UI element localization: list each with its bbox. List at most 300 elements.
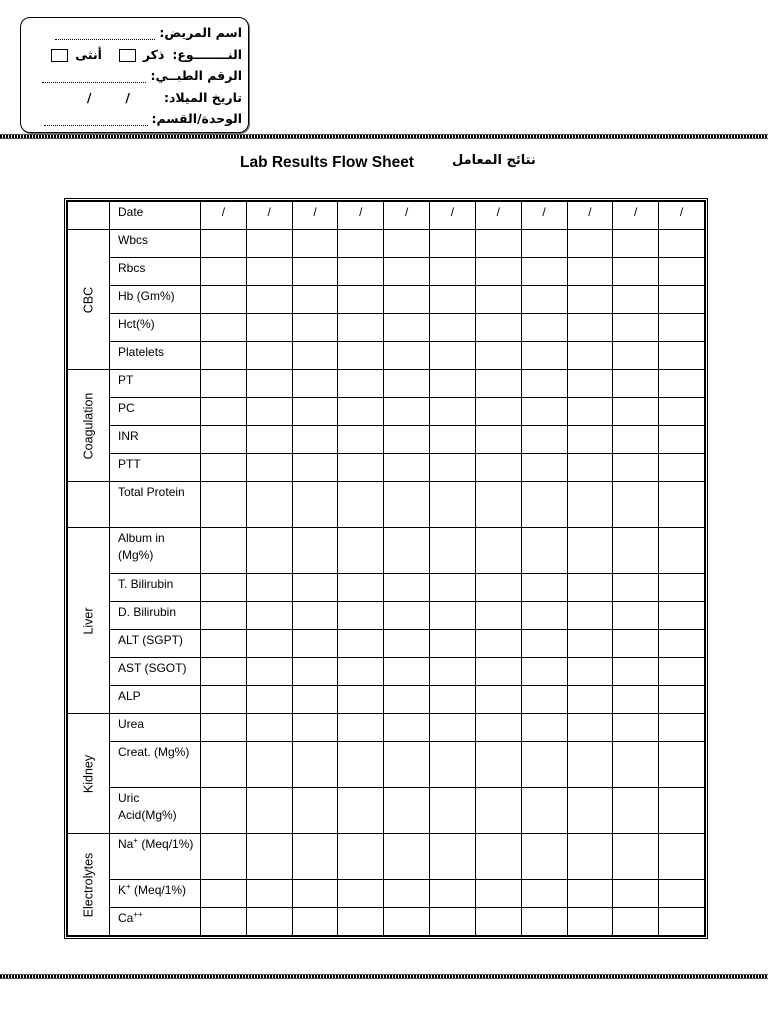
- result-cell[interactable]: [613, 342, 659, 370]
- test-name: Urea: [110, 714, 201, 742]
- result-cell[interactable]: [613, 230, 659, 258]
- date-input-cell[interactable]: /: [384, 202, 430, 230]
- result-cell[interactable]: [246, 834, 292, 880]
- result-cell[interactable]: [567, 398, 613, 426]
- result-cell[interactable]: [567, 528, 613, 574]
- result-cell[interactable]: [384, 314, 430, 342]
- result-cell[interactable]: [338, 370, 384, 398]
- result-cell[interactable]: [201, 686, 247, 714]
- date-row: [68, 202, 705, 230]
- result-cell[interactable]: [292, 454, 338, 482]
- result-cell[interactable]: [384, 426, 430, 454]
- test-name: T. Bilirubin: [110, 574, 201, 602]
- dob-slash-1: /: [125, 89, 130, 105]
- result-cell[interactable]: [338, 454, 384, 482]
- result-cell[interactable]: [659, 908, 705, 936]
- test-row: [68, 602, 705, 630]
- result-cell[interactable]: [521, 834, 567, 880]
- top-divider: [0, 134, 768, 139]
- result-cell[interactable]: [246, 602, 292, 630]
- result-cell[interactable]: [201, 630, 247, 658]
- result-cell[interactable]: [430, 574, 476, 602]
- result-cell[interactable]: [567, 286, 613, 314]
- result-cell[interactable]: [613, 908, 659, 936]
- result-cell[interactable]: [292, 908, 338, 936]
- result-cell[interactable]: [567, 714, 613, 742]
- result-cell[interactable]: [475, 370, 521, 398]
- result-cell[interactable]: [338, 528, 384, 574]
- result-cell[interactable]: [246, 686, 292, 714]
- result-cell[interactable]: [567, 908, 613, 936]
- result-cell[interactable]: [475, 834, 521, 880]
- result-cell[interactable]: [430, 714, 476, 742]
- patient-info-box: [20, 17, 249, 133]
- result-cell[interactable]: [430, 230, 476, 258]
- result-cell[interactable]: [475, 742, 521, 788]
- date-input-cell[interactable]: /: [430, 202, 476, 230]
- test-row: [68, 686, 705, 714]
- result-cell[interactable]: [613, 742, 659, 788]
- result-cell[interactable]: [475, 788, 521, 834]
- result-cell[interactable]: [475, 286, 521, 314]
- result-cell[interactable]: [201, 426, 247, 454]
- test-row: [68, 314, 705, 342]
- result-cell[interactable]: [246, 426, 292, 454]
- result-cell[interactable]: [338, 230, 384, 258]
- result-cell[interactable]: [338, 426, 384, 454]
- result-cell[interactable]: [430, 398, 476, 426]
- result-cell[interactable]: [475, 658, 521, 686]
- result-cell[interactable]: [613, 426, 659, 454]
- patient-name-field[interactable]: [55, 28, 155, 40]
- test-row: [68, 908, 705, 936]
- test-name: Rbcs: [110, 258, 201, 286]
- result-cell[interactable]: [384, 398, 430, 426]
- result-cell[interactable]: [475, 714, 521, 742]
- result-cell[interactable]: [338, 286, 384, 314]
- result-cell[interactable]: [521, 482, 567, 528]
- gender-label: النــــــــوع:: [172, 46, 242, 62]
- result-cell[interactable]: [246, 908, 292, 936]
- result-cell[interactable]: [567, 230, 613, 258]
- result-cell[interactable]: [521, 880, 567, 908]
- result-cell[interactable]: [384, 454, 430, 482]
- result-cell[interactable]: [475, 880, 521, 908]
- test-name: Na+ (Meq/1%): [110, 834, 201, 880]
- date-input-cell[interactable]: /: [521, 202, 567, 230]
- male-checkbox[interactable]: [119, 49, 136, 62]
- result-cell[interactable]: [338, 314, 384, 342]
- result-cell[interactable]: [567, 426, 613, 454]
- dob-field[interactable]: [53, 87, 130, 108]
- result-cell[interactable]: [201, 834, 247, 880]
- unit-field[interactable]: [44, 114, 148, 126]
- result-cell[interactable]: [292, 398, 338, 426]
- test-name: Uric Acid(Mg%): [110, 788, 201, 834]
- result-cell[interactable]: [659, 482, 705, 528]
- result-cell[interactable]: [567, 370, 613, 398]
- result-cell[interactable]: [430, 658, 476, 686]
- result-cell[interactable]: [201, 454, 247, 482]
- result-cell[interactable]: [613, 258, 659, 286]
- result-cell[interactable]: [292, 630, 338, 658]
- result-cell[interactable]: [659, 258, 705, 286]
- result-cell[interactable]: [201, 908, 247, 936]
- result-cell[interactable]: [475, 528, 521, 574]
- corner-cell: [68, 202, 110, 230]
- result-cell[interactable]: [521, 398, 567, 426]
- result-cell[interactable]: [521, 230, 567, 258]
- result-cell[interactable]: [338, 788, 384, 834]
- result-cell[interactable]: [292, 658, 338, 686]
- result-cell[interactable]: [613, 528, 659, 574]
- title-arabic: نتائج المعامل: [452, 153, 536, 168]
- result-cell[interactable]: [475, 630, 521, 658]
- result-cell[interactable]: [246, 528, 292, 574]
- result-cell[interactable]: [475, 574, 521, 602]
- result-cell[interactable]: [201, 658, 247, 686]
- result-cell[interactable]: [338, 482, 384, 528]
- test-row: [68, 398, 705, 426]
- result-cell[interactable]: [475, 454, 521, 482]
- result-cell[interactable]: [613, 788, 659, 834]
- result-cell[interactable]: [201, 230, 247, 258]
- test-row: [68, 788, 705, 834]
- result-cell[interactable]: [384, 880, 430, 908]
- result-cell[interactable]: [475, 342, 521, 370]
- test-name: Album in (Mg%): [110, 528, 201, 574]
- result-cell[interactable]: [475, 258, 521, 286]
- result-cell[interactable]: [338, 258, 384, 286]
- result-cell[interactable]: [201, 258, 247, 286]
- result-cell[interactable]: [567, 880, 613, 908]
- result-cell[interactable]: [384, 482, 430, 528]
- result-cell[interactable]: [659, 230, 705, 258]
- result-cell[interactable]: [659, 314, 705, 342]
- result-cell[interactable]: [338, 630, 384, 658]
- result-cell[interactable]: [521, 286, 567, 314]
- test-row: [68, 286, 705, 314]
- result-cell[interactable]: [338, 658, 384, 686]
- result-cell[interactable]: [430, 686, 476, 714]
- result-cell[interactable]: [292, 528, 338, 574]
- result-cell[interactable]: [384, 230, 430, 258]
- result-cell[interactable]: [338, 714, 384, 742]
- test-row: [68, 880, 705, 908]
- patient-name-row[interactable]: [27, 22, 242, 44]
- dob-row[interactable]: [27, 87, 242, 109]
- result-cell[interactable]: [567, 342, 613, 370]
- result-cell[interactable]: [246, 314, 292, 342]
- date-input-cell[interactable]: /: [613, 202, 659, 230]
- result-cell[interactable]: [613, 714, 659, 742]
- date-input-cell[interactable]: /: [201, 202, 247, 230]
- result-cell[interactable]: [521, 602, 567, 630]
- category-cell: [68, 834, 110, 936]
- test-name: PTT: [110, 454, 201, 482]
- result-cell[interactable]: [246, 658, 292, 686]
- result-cell[interactable]: [338, 602, 384, 630]
- result-cell[interactable]: [521, 370, 567, 398]
- result-cell[interactable]: [338, 834, 384, 880]
- result-cell[interactable]: [567, 482, 613, 528]
- result-cell[interactable]: [201, 574, 247, 602]
- result-cell[interactable]: [246, 630, 292, 658]
- date-input-cell[interactable]: /: [567, 202, 613, 230]
- bottom-divider: [0, 974, 768, 979]
- result-cell[interactable]: [567, 258, 613, 286]
- result-cell[interactable]: [292, 602, 338, 630]
- result-cell[interactable]: [659, 370, 705, 398]
- result-cell[interactable]: [246, 230, 292, 258]
- result-cell[interactable]: [246, 454, 292, 482]
- test-row: [68, 454, 705, 482]
- result-cell[interactable]: [659, 880, 705, 908]
- result-cell[interactable]: [430, 602, 476, 630]
- category-label: CBC: [81, 286, 95, 313]
- result-cell[interactable]: [292, 286, 338, 314]
- result-cell[interactable]: [521, 908, 567, 936]
- gender-row: [27, 44, 242, 66]
- result-cell[interactable]: [567, 602, 613, 630]
- date-input-cell[interactable]: /: [475, 202, 521, 230]
- result-cell[interactable]: [613, 482, 659, 528]
- result-cell[interactable]: [384, 370, 430, 398]
- result-cell[interactable]: [384, 742, 430, 788]
- result-cell[interactable]: [201, 482, 247, 528]
- mrn-row[interactable]: [27, 65, 242, 87]
- result-cell[interactable]: [659, 630, 705, 658]
- result-cell[interactable]: [475, 908, 521, 936]
- result-cell[interactable]: [292, 686, 338, 714]
- result-cell[interactable]: [521, 258, 567, 286]
- result-cell[interactable]: [430, 908, 476, 936]
- result-cell[interactable]: [430, 426, 476, 454]
- result-cell[interactable]: [201, 528, 247, 574]
- result-cell[interactable]: [430, 630, 476, 658]
- result-cell[interactable]: [430, 286, 476, 314]
- result-cell[interactable]: [384, 342, 430, 370]
- result-cell[interactable]: [430, 788, 476, 834]
- result-cell[interactable]: [338, 880, 384, 908]
- result-cell[interactable]: [659, 528, 705, 574]
- result-cell[interactable]: [384, 788, 430, 834]
- date-input-cell[interactable]: /: [659, 202, 705, 230]
- date-input-cell[interactable]: /: [292, 202, 338, 230]
- test-name: PT: [110, 370, 201, 398]
- result-cell[interactable]: [659, 686, 705, 714]
- result-cell[interactable]: [521, 574, 567, 602]
- result-cell[interactable]: [246, 398, 292, 426]
- result-cell[interactable]: [292, 342, 338, 370]
- result-cell[interactable]: [613, 370, 659, 398]
- result-cell[interactable]: [292, 314, 338, 342]
- result-cell[interactable]: [292, 880, 338, 908]
- result-cell[interactable]: [384, 686, 430, 714]
- result-cell[interactable]: [567, 454, 613, 482]
- result-cell[interactable]: [567, 658, 613, 686]
- result-cell[interactable]: [613, 454, 659, 482]
- result-cell[interactable]: [292, 714, 338, 742]
- result-cell[interactable]: [384, 528, 430, 574]
- mrn-field[interactable]: [42, 71, 146, 83]
- result-cell[interactable]: [430, 454, 476, 482]
- result-cell[interactable]: [201, 880, 247, 908]
- result-cell[interactable]: [292, 834, 338, 880]
- result-cell[interactable]: [246, 742, 292, 788]
- category-cell: [68, 370, 110, 482]
- result-cell[interactable]: [201, 602, 247, 630]
- result-cell[interactable]: [292, 788, 338, 834]
- result-cell[interactable]: [613, 630, 659, 658]
- result-cell[interactable]: [430, 314, 476, 342]
- result-cell[interactable]: [613, 574, 659, 602]
- result-cell[interactable]: [338, 342, 384, 370]
- result-cell[interactable]: [659, 286, 705, 314]
- result-cell[interactable]: [521, 742, 567, 788]
- mrn-label: الرقم الطبــي:: [150, 68, 242, 83]
- result-cell[interactable]: [201, 714, 247, 742]
- result-cell[interactable]: [292, 742, 338, 788]
- result-cell[interactable]: [338, 398, 384, 426]
- result-cell[interactable]: [201, 742, 247, 788]
- result-cell[interactable]: [430, 482, 476, 528]
- result-cell[interactable]: [430, 370, 476, 398]
- result-cell[interactable]: [659, 398, 705, 426]
- result-cell[interactable]: [430, 528, 476, 574]
- result-cell[interactable]: [292, 230, 338, 258]
- result-cell[interactable]: [659, 426, 705, 454]
- result-cell[interactable]: [292, 426, 338, 454]
- result-cell[interactable]: [659, 714, 705, 742]
- result-cell[interactable]: [292, 574, 338, 602]
- result-cell[interactable]: [659, 454, 705, 482]
- result-cell[interactable]: [567, 834, 613, 880]
- result-cell[interactable]: [246, 714, 292, 742]
- result-cell[interactable]: [521, 788, 567, 834]
- title-english: Lab Results Flow Sheet: [240, 154, 414, 171]
- result-cell[interactable]: [338, 908, 384, 936]
- result-cell[interactable]: [384, 574, 430, 602]
- result-cell[interactable]: [475, 426, 521, 454]
- result-cell[interactable]: [384, 908, 430, 936]
- result-cell[interactable]: [475, 686, 521, 714]
- result-cell[interactable]: [292, 482, 338, 528]
- result-cell[interactable]: [384, 658, 430, 686]
- result-cell[interactable]: [659, 788, 705, 834]
- result-cell[interactable]: [246, 286, 292, 314]
- result-cell[interactable]: [521, 686, 567, 714]
- result-cell[interactable]: [613, 880, 659, 908]
- test-row: [68, 658, 705, 686]
- result-cell[interactable]: [384, 258, 430, 286]
- date-input-cell[interactable]: /: [338, 202, 384, 230]
- result-cell[interactable]: [246, 482, 292, 528]
- result-cell[interactable]: [292, 258, 338, 286]
- result-cell[interactable]: [613, 314, 659, 342]
- result-cell[interactable]: [521, 426, 567, 454]
- result-cell[interactable]: [613, 602, 659, 630]
- result-cell[interactable]: [521, 314, 567, 342]
- test-name: Wbcs: [110, 230, 201, 258]
- result-cell[interactable]: [521, 528, 567, 574]
- result-cell[interactable]: [567, 630, 613, 658]
- dob-label: تاريخ الميلاد:: [163, 89, 242, 105]
- test-row: [68, 528, 705, 574]
- result-cell[interactable]: [246, 258, 292, 286]
- result-cell[interactable]: [521, 714, 567, 742]
- result-cell[interactable]: [521, 658, 567, 686]
- result-cell[interactable]: [430, 834, 476, 880]
- result-cell[interactable]: [246, 788, 292, 834]
- result-cell[interactable]: [201, 370, 247, 398]
- result-cell[interactable]: [567, 742, 613, 788]
- result-cell[interactable]: [659, 834, 705, 880]
- result-cell[interactable]: [292, 370, 338, 398]
- result-cell[interactable]: [521, 454, 567, 482]
- result-cell[interactable]: [659, 602, 705, 630]
- female-checkbox[interactable]: [51, 49, 68, 62]
- result-cell[interactable]: [384, 602, 430, 630]
- result-cell[interactable]: [430, 742, 476, 788]
- result-cell[interactable]: [659, 574, 705, 602]
- result-cell[interactable]: [430, 342, 476, 370]
- result-cell[interactable]: [201, 398, 247, 426]
- result-cell[interactable]: [567, 314, 613, 342]
- result-cell[interactable]: [246, 342, 292, 370]
- result-cell[interactable]: [521, 342, 567, 370]
- result-cell[interactable]: [384, 714, 430, 742]
- result-cell[interactable]: [567, 788, 613, 834]
- result-cell[interactable]: [613, 658, 659, 686]
- result-cell[interactable]: [338, 742, 384, 788]
- result-cell[interactable]: [384, 834, 430, 880]
- result-cell[interactable]: [338, 686, 384, 714]
- result-cell[interactable]: [246, 880, 292, 908]
- result-cell[interactable]: [521, 630, 567, 658]
- result-cell[interactable]: [201, 788, 247, 834]
- result-cell[interactable]: [567, 574, 613, 602]
- result-cell[interactable]: [201, 314, 247, 342]
- result-cell[interactable]: [430, 880, 476, 908]
- result-cell[interactable]: [338, 574, 384, 602]
- result-cell[interactable]: [659, 742, 705, 788]
- result-cell[interactable]: [384, 630, 430, 658]
- result-cell[interactable]: [201, 286, 247, 314]
- result-cell[interactable]: [246, 574, 292, 602]
- result-cell[interactable]: [613, 686, 659, 714]
- result-cell[interactable]: [659, 658, 705, 686]
- result-cell[interactable]: [613, 398, 659, 426]
- unit-row[interactable]: [27, 108, 242, 130]
- result-cell[interactable]: [475, 398, 521, 426]
- result-cell[interactable]: [613, 286, 659, 314]
- date-input-cell[interactable]: /: [246, 202, 292, 230]
- category-cell: [68, 230, 110, 370]
- test-name: ALP: [110, 686, 201, 714]
- result-cell[interactable]: [475, 314, 521, 342]
- result-cell[interactable]: [475, 482, 521, 528]
- result-cell[interactable]: [201, 342, 247, 370]
- result-cell[interactable]: [384, 286, 430, 314]
- result-cell[interactable]: [475, 230, 521, 258]
- result-cell[interactable]: [659, 342, 705, 370]
- result-cell[interactable]: [567, 686, 613, 714]
- result-cell[interactable]: [613, 834, 659, 880]
- result-cell[interactable]: [246, 370, 292, 398]
- result-cell[interactable]: [475, 602, 521, 630]
- result-cell[interactable]: [430, 258, 476, 286]
